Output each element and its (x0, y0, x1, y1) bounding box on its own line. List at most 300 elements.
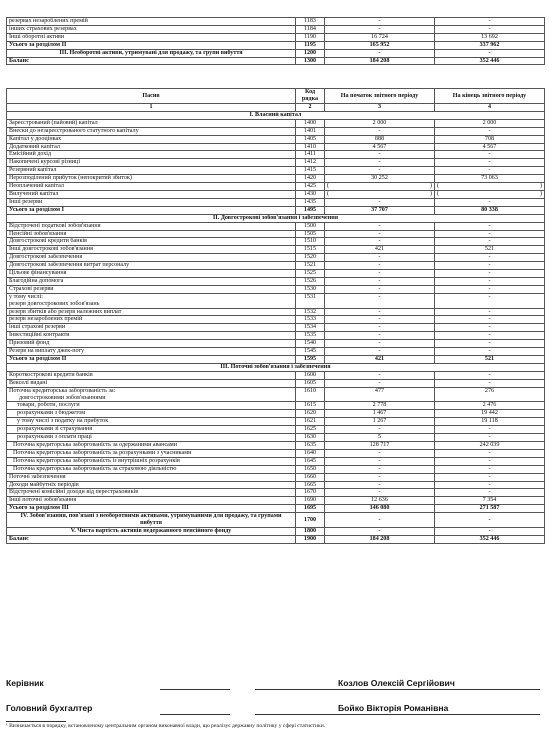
row-1534-end: - (435, 324, 545, 332)
row-1600 (7, 371, 545, 379)
asset-row (7, 33, 545, 41)
row-1405 (7, 135, 545, 143)
row-1525 (7, 270, 545, 278)
row-1540-begin: - (325, 340, 435, 348)
row-1535-code: 1535 (296, 332, 325, 340)
row-1640-code: 1640 (296, 449, 325, 457)
row-1420-label: Нерозподілений прибуток (непокритий збиток) (7, 175, 296, 183)
row-1400-label: Зареєстрований (пайовий) капітал (7, 119, 296, 127)
close-paren: ) (539, 183, 542, 190)
asset-row-begin: 16 724 (325, 33, 435, 41)
row-1620-end: 19 442 (435, 410, 545, 418)
row-1610-label-prefix: Поточна кредиторська заборгованість за: (9, 387, 116, 394)
asset-row-label: резервах незароблених премій (7, 18, 296, 26)
row-1670-label: Відстрочені комісійні доходи від перестраховиків (7, 489, 296, 497)
row-1505 (7, 230, 545, 238)
row-1660-code: 1660 (296, 473, 325, 481)
row-1635-end: 242 039 (435, 441, 545, 449)
row-1410-code: 1410 (296, 143, 325, 151)
row-1401-label: Внески до незареєстрованого статутного капіталу (7, 127, 296, 135)
row-1690-end: 7 354 (435, 497, 545, 505)
row-1533-code: 1533 (296, 316, 325, 324)
row-1420 (7, 175, 545, 183)
row-1531-label (7, 293, 296, 308)
header-passive: Пасив (7, 89, 296, 104)
row-1700-begin: - (325, 513, 435, 528)
row-1515-code: 1515 (296, 246, 325, 254)
row-1900-code: 1900 (296, 536, 325, 544)
row-1531-begin: - (325, 293, 435, 308)
row-1640-label: Поточна кредиторська заборгованість за розрахунками з учасниками (7, 449, 296, 457)
row-1660 (7, 473, 545, 481)
row-1435-end: - (435, 198, 545, 206)
row-1605 (7, 379, 545, 387)
asset-row (7, 41, 545, 49)
row-1410 (7, 143, 545, 151)
row-1533-end: - (435, 316, 545, 324)
row-1660-begin: - (325, 473, 435, 481)
row-1670-end: - (435, 489, 545, 497)
head-label: Керівник (6, 678, 44, 688)
row-1520 (7, 254, 545, 262)
row-1500-end: - (435, 222, 545, 230)
row-1500-begin: - (325, 222, 435, 230)
asset-row-label: Інші оборотні активи (7, 33, 296, 41)
row-1405-label: Капітал у дооцінках (7, 135, 296, 143)
row-1650-begin: - (325, 465, 435, 473)
row-1650-end: - (435, 465, 545, 473)
asset-row-code: 1183 (296, 18, 325, 26)
row-1505-label: Пенсійні зобов'язання (7, 230, 296, 238)
row-1540-code: 1540 (296, 340, 325, 348)
asset-row-code: 1300 (296, 57, 325, 65)
row-1620-code: 1620 (296, 410, 325, 418)
row-1605-begin: - (325, 379, 435, 387)
open-paren: ( (327, 183, 330, 190)
asset-row (7, 25, 545, 33)
asset-row-end: 352 446 (435, 57, 545, 65)
row-1415 (7, 167, 545, 175)
row-1545-label: Резерв на виплату джек-поту (7, 348, 296, 356)
header-code: Код рядка (296, 89, 325, 104)
row-1515-end: 521 (435, 246, 545, 254)
asset-row-label: інших страхових резервах (7, 25, 296, 33)
row-1515-label: Інші довгострокові зобов'язання (7, 246, 296, 254)
row-1534-code: 1534 (296, 324, 325, 332)
row-1650 (7, 465, 545, 473)
row-1900-end: 352 446 (435, 536, 545, 544)
row-1620-label: розрахунками з бюджетом (7, 410, 296, 418)
row-1531-end: - (435, 293, 545, 308)
col-number-2: 2 (296, 104, 325, 112)
row-1610-end: 276 (435, 387, 545, 402)
row-1535-begin: - (325, 332, 435, 340)
assets-continuation-table (6, 17, 545, 65)
row-1412-begin: - (325, 159, 435, 167)
row-1521 (7, 262, 545, 270)
row-1625 (7, 426, 545, 434)
row-1412 (7, 159, 545, 167)
row-1425-code: 1425 (296, 183, 325, 191)
row-1621-end: 19 118 (435, 418, 545, 426)
row-1670 (7, 489, 545, 497)
row-1410-end: 4 567 (435, 143, 545, 151)
open-paren: ( (437, 183, 440, 190)
row-1520-begin: - (325, 254, 435, 262)
row-1515-begin: 421 (325, 246, 435, 254)
row-1495-label: Усього за розділом I (7, 206, 296, 214)
row-1530-code: 1530 (296, 285, 325, 293)
row-1425-end (435, 183, 545, 191)
row-1425-label: Неоплачений капітал (7, 183, 296, 191)
row-1645-begin: - (325, 457, 435, 465)
row-1690 (7, 497, 545, 505)
row-1400 (7, 119, 545, 127)
row-1625-code: 1625 (296, 426, 325, 434)
row-1625-begin: - (325, 426, 435, 434)
row-1800-begin: - (325, 528, 435, 536)
asset-row-begin: 165 952 (325, 41, 435, 49)
row-1495 (7, 206, 545, 214)
row-1610-begin: 477 (325, 387, 435, 402)
asset-row-end: - (435, 25, 545, 33)
row-1595-code: 1595 (296, 356, 325, 364)
row-1635-label: Поточна кредиторська заборгованість за одержаними авансами (7, 441, 296, 449)
row-1510-code: 1510 (296, 238, 325, 246)
row-1695-end: 271 587 (435, 505, 545, 513)
row-1605-code: 1605 (296, 379, 325, 387)
row-1545-end: - (435, 348, 545, 356)
row-1430-end (435, 190, 545, 198)
header-begin: На початок звітного періоду (325, 89, 435, 104)
row-1621-label: у тому числі з податку на прибуток (7, 418, 296, 426)
row-1435-begin: - (325, 198, 435, 206)
row-1605-end: - (435, 379, 545, 387)
asset-row (7, 57, 545, 65)
row-1630-label: розрахунками з оплати праці (7, 434, 296, 442)
row-1534 (7, 324, 545, 332)
row-1900-label: Баланс (7, 536, 296, 544)
row-1545 (7, 348, 545, 356)
row-1401 (7, 127, 545, 135)
row-1615-end: 2 476 (435, 402, 545, 410)
row-1615-begin: 2 778 (325, 402, 435, 410)
row-1412-code: 1412 (296, 159, 325, 167)
row-1540-label: Призовий фонд (7, 340, 296, 348)
row-1665-code: 1665 (296, 481, 325, 489)
row-1425-begin (325, 183, 435, 191)
row-1415-end: - (435, 167, 545, 175)
asset-row-begin: - (325, 25, 435, 33)
row-1521-code: 1521 (296, 262, 325, 270)
row-1520-label: Довгострокові забезпечення (7, 254, 296, 262)
row-1800-code: 1800 (296, 528, 325, 536)
parenthesized-value (437, 183, 542, 190)
row-1532-end: - (435, 308, 545, 316)
row-1401-code: 1401 (296, 127, 325, 135)
row-1665-end: - (435, 481, 545, 489)
row-1600-begin: - (325, 371, 435, 379)
row-1595-label: Усього за розділом II (7, 356, 296, 364)
parenthesized-value (327, 191, 432, 198)
row-1535 (7, 332, 545, 340)
row-1505-code: 1505 (296, 230, 325, 238)
head-signature-line (160, 689, 230, 690)
accountant-signature-line (160, 714, 230, 715)
row-1630-begin: 5 (325, 434, 435, 442)
row-1900-begin: 184 208 (325, 536, 435, 544)
row-1495-code: 1495 (296, 206, 325, 214)
asset-row-begin: - (325, 18, 435, 26)
row-1420-end: 73 063 (435, 175, 545, 183)
header-row (7, 89, 545, 104)
row-1525-end: - (435, 270, 545, 278)
section-1-title: I. Власний капітал (7, 111, 545, 119)
accountant-label: Головний бухгалтер (6, 703, 93, 713)
row-1505-end: - (435, 230, 545, 238)
row-1520-end: - (435, 254, 545, 262)
parenthesized-value (437, 191, 542, 198)
row-1412-end: - (435, 159, 545, 167)
asset-row-label: III. Необоротні активи, утримувані для продажу, та групи вибуття (7, 49, 296, 57)
row-1405-end: 708 (435, 135, 545, 143)
row-1695-begin: 146 080 (325, 505, 435, 513)
accountant-name-line (255, 714, 540, 715)
row-1540-end: - (435, 340, 545, 348)
row-1532-label: резерв збитків або резерв належних виплат (7, 308, 296, 316)
close-paren: ) (429, 183, 432, 190)
row-1635-begin: 128 717 (325, 441, 435, 449)
asset-row (7, 18, 545, 26)
row-1401-begin: - (325, 127, 435, 135)
row-1430-begin (325, 190, 435, 198)
row-1535-end: - (435, 332, 545, 340)
row-1505-begin: - (325, 230, 435, 238)
row-1531 (7, 293, 545, 308)
row-1526-label: Благодійна допомога (7, 277, 296, 285)
row-1645-label: Поточна кредиторська заборгованість із внутрішніх розрахунків (7, 457, 296, 465)
row-1532 (7, 308, 545, 316)
row-1411 (7, 151, 545, 159)
row-1595-begin: 421 (325, 356, 435, 364)
row-1533-label: резерв незароблених премій (7, 316, 296, 324)
row-1526-code: 1526 (296, 277, 325, 285)
header-end: На кінець звітного періоду (435, 89, 545, 104)
row-1510-label: Довгострокові кредити банків (7, 238, 296, 246)
row-1665-begin: - (325, 481, 435, 489)
row-1531-code: 1531 (296, 293, 325, 308)
row-1510-begin: - (325, 238, 435, 246)
row-1411-end: - (435, 151, 545, 159)
row-1530-begin: - (325, 285, 435, 293)
row-1520-code: 1520 (296, 254, 325, 262)
close-paren: ) (539, 190, 542, 197)
row-1690-label: Інші поточні зобов'язання (7, 497, 296, 505)
row-1435-code: 1435 (296, 198, 325, 206)
row-1430-label: Вилучений капітал (7, 190, 296, 198)
col-number-1: 1 (7, 104, 296, 112)
row-1430 (7, 190, 545, 198)
row-1420-code: 1420 (296, 175, 325, 183)
row-1595-end: 521 (435, 356, 545, 364)
row-1531-label-prefix: у тому числі: (9, 293, 43, 300)
row-1595 (7, 356, 545, 364)
header-number-row (7, 104, 545, 112)
row-1401-end: - (435, 127, 545, 135)
row-1640-end: - (435, 449, 545, 457)
footnote-separator (6, 721, 66, 722)
row-1525-code: 1525 (296, 270, 325, 278)
row-1695-code: 1695 (296, 505, 325, 513)
row-1545-begin: - (325, 348, 435, 356)
row-1605-label: Векселі видані (7, 379, 296, 387)
row-1635 (7, 441, 545, 449)
row-1526-end: - (435, 277, 545, 285)
row-1415-begin: - (325, 167, 435, 175)
row-1425 (7, 183, 545, 191)
row-1495-begin: 37 707 (325, 206, 435, 214)
row-1621-begin: 1 267 (325, 418, 435, 426)
row-1600-label: Короткострокові кредити банків (7, 371, 296, 379)
row-1695-label: Усього за розділом III (7, 505, 296, 513)
asset-row-label: Усього за розділом II (7, 41, 296, 49)
row-1640-begin: - (325, 449, 435, 457)
asset-row-end: 13 692 (435, 33, 545, 41)
accountant-name: Бойко Вікторія Романівна (338, 703, 449, 713)
row-1533-begin: - (325, 316, 435, 324)
row-1665-label: Доходи майбутніх періодів (7, 481, 296, 489)
row-1700 (7, 513, 545, 528)
section-3-title: III. Поточні зобов'язання і забезпечення (7, 363, 545, 371)
asset-row-code: 1184 (296, 25, 325, 33)
row-1700-code: 1700 (296, 513, 325, 528)
asset-row-code: 1190 (296, 33, 325, 41)
row-1635-code: 1635 (296, 441, 325, 449)
row-1620-begin: 1 467 (325, 410, 435, 418)
row-1530-label: Страхові резерви (7, 285, 296, 293)
row-1405-code: 1405 (296, 135, 325, 143)
asset-row-code: 1195 (296, 41, 325, 49)
row-1645 (7, 457, 545, 465)
head-name-line (255, 689, 540, 690)
row-1430-code: 1430 (296, 190, 325, 198)
row-1530-end: - (435, 285, 545, 293)
row-1620 (7, 410, 545, 418)
head-name: Козлов Олексій Сергійович (338, 678, 455, 688)
section-5-title: V. Чиста вартість активів недержавного пенсійного фонду (7, 528, 296, 536)
row-1515 (7, 246, 545, 254)
row-1645-end: - (435, 457, 545, 465)
row-1410-begin: 4 567 (325, 143, 435, 151)
close-paren: ) (429, 190, 432, 197)
row-1531-label-main: резерв довгострокових зобов'язань (9, 300, 100, 307)
row-1521-end: - (435, 262, 545, 270)
row-1500-label: Відстрочені податкові зобов'язання (7, 222, 296, 230)
row-1526 (7, 277, 545, 285)
parenthesized-value (327, 183, 432, 190)
row-1700-end: - (435, 513, 545, 528)
row-1500 (7, 222, 545, 230)
row-1615 (7, 402, 545, 410)
asset-row-label: Баланс (7, 57, 296, 65)
row-1510 (7, 238, 545, 246)
row-1665 (7, 481, 545, 489)
row-1615-label: товари, роботи, послуги (7, 402, 296, 410)
row-1495-end: 80 338 (435, 206, 545, 214)
row-1500-code: 1500 (296, 222, 325, 230)
row-1410-label: Додатковий капітал (7, 143, 296, 151)
row-1420-begin: 30 252 (325, 175, 435, 183)
row-1670-begin: - (325, 489, 435, 497)
section-2-title: II. Довгострокові зобов'язання і забезпечення (7, 214, 545, 222)
row-1610-label (7, 387, 296, 402)
asset-row (7, 49, 545, 57)
footnote: ¹ Визначається в порядку, встановленому центральним органом виконавчої влади, що реалізує державну політику у сфері статистики. (6, 723, 326, 729)
row-1900 (7, 536, 545, 544)
section-4-title: IV. Зобов'язання, пов'язані з необоротними активами, утримуваними для продажу, та групами вибуття (7, 513, 296, 528)
row-1630-code: 1630 (296, 434, 325, 442)
row-1690-code: 1690 (296, 497, 325, 505)
row-1400-begin: 2 000 (325, 119, 435, 127)
row-1415-label: Резервний капітал (7, 167, 296, 175)
row-1400-end: 2 000 (435, 119, 545, 127)
row-1526-begin: - (325, 277, 435, 285)
row-1621 (7, 418, 545, 426)
row-1530 (7, 285, 545, 293)
row-1615-code: 1615 (296, 402, 325, 410)
row-1600-code: 1600 (296, 371, 325, 379)
row-1610-code: 1610 (296, 387, 325, 402)
row-1800-end: - (435, 528, 545, 536)
row-1630-end: - (435, 434, 545, 442)
row-1640 (7, 449, 545, 457)
row-1510-end: - (435, 238, 545, 246)
row-1670-code: 1670 (296, 489, 325, 497)
row-1535-label: Інвестиційні контракти (7, 332, 296, 340)
row-1525-begin: - (325, 270, 435, 278)
row-1610-label-main: довгостроковими зобов'язаннями (19, 394, 106, 401)
row-1540 (7, 340, 545, 348)
row-1695 (7, 505, 545, 513)
row-1532-code: 1532 (296, 308, 325, 316)
row-1411-code: 1411 (296, 151, 325, 159)
row-1415-code: 1415 (296, 167, 325, 175)
row-1630 (7, 434, 545, 442)
asset-row-begin: 184 208 (325, 57, 435, 65)
row-1625-label: розрахунками зі страхування (7, 426, 296, 434)
col-number-4: 4 (435, 104, 545, 112)
row-1405-begin: 888 (325, 135, 435, 143)
open-paren: ( (437, 190, 440, 197)
row-1625-end: - (435, 426, 545, 434)
row-1650-code: 1650 (296, 465, 325, 473)
asset-row-begin: - (325, 49, 435, 57)
open-paren: ( (327, 190, 330, 197)
row-1412-label: Накопичені курсові різниці (7, 159, 296, 167)
col-number-3: 3 (325, 104, 435, 112)
row-1610 (7, 387, 545, 402)
row-1645-code: 1645 (296, 457, 325, 465)
asset-row-end: - (435, 49, 545, 57)
row-1660-end: - (435, 473, 545, 481)
row-1521-begin: - (325, 262, 435, 270)
liabilities-table (6, 88, 545, 544)
row-1532-begin: - (325, 308, 435, 316)
row-1690-begin: 12 636 (325, 497, 435, 505)
row-1800 (7, 528, 545, 536)
row-1400-code: 1400 (296, 119, 325, 127)
row-1534-begin: - (325, 324, 435, 332)
